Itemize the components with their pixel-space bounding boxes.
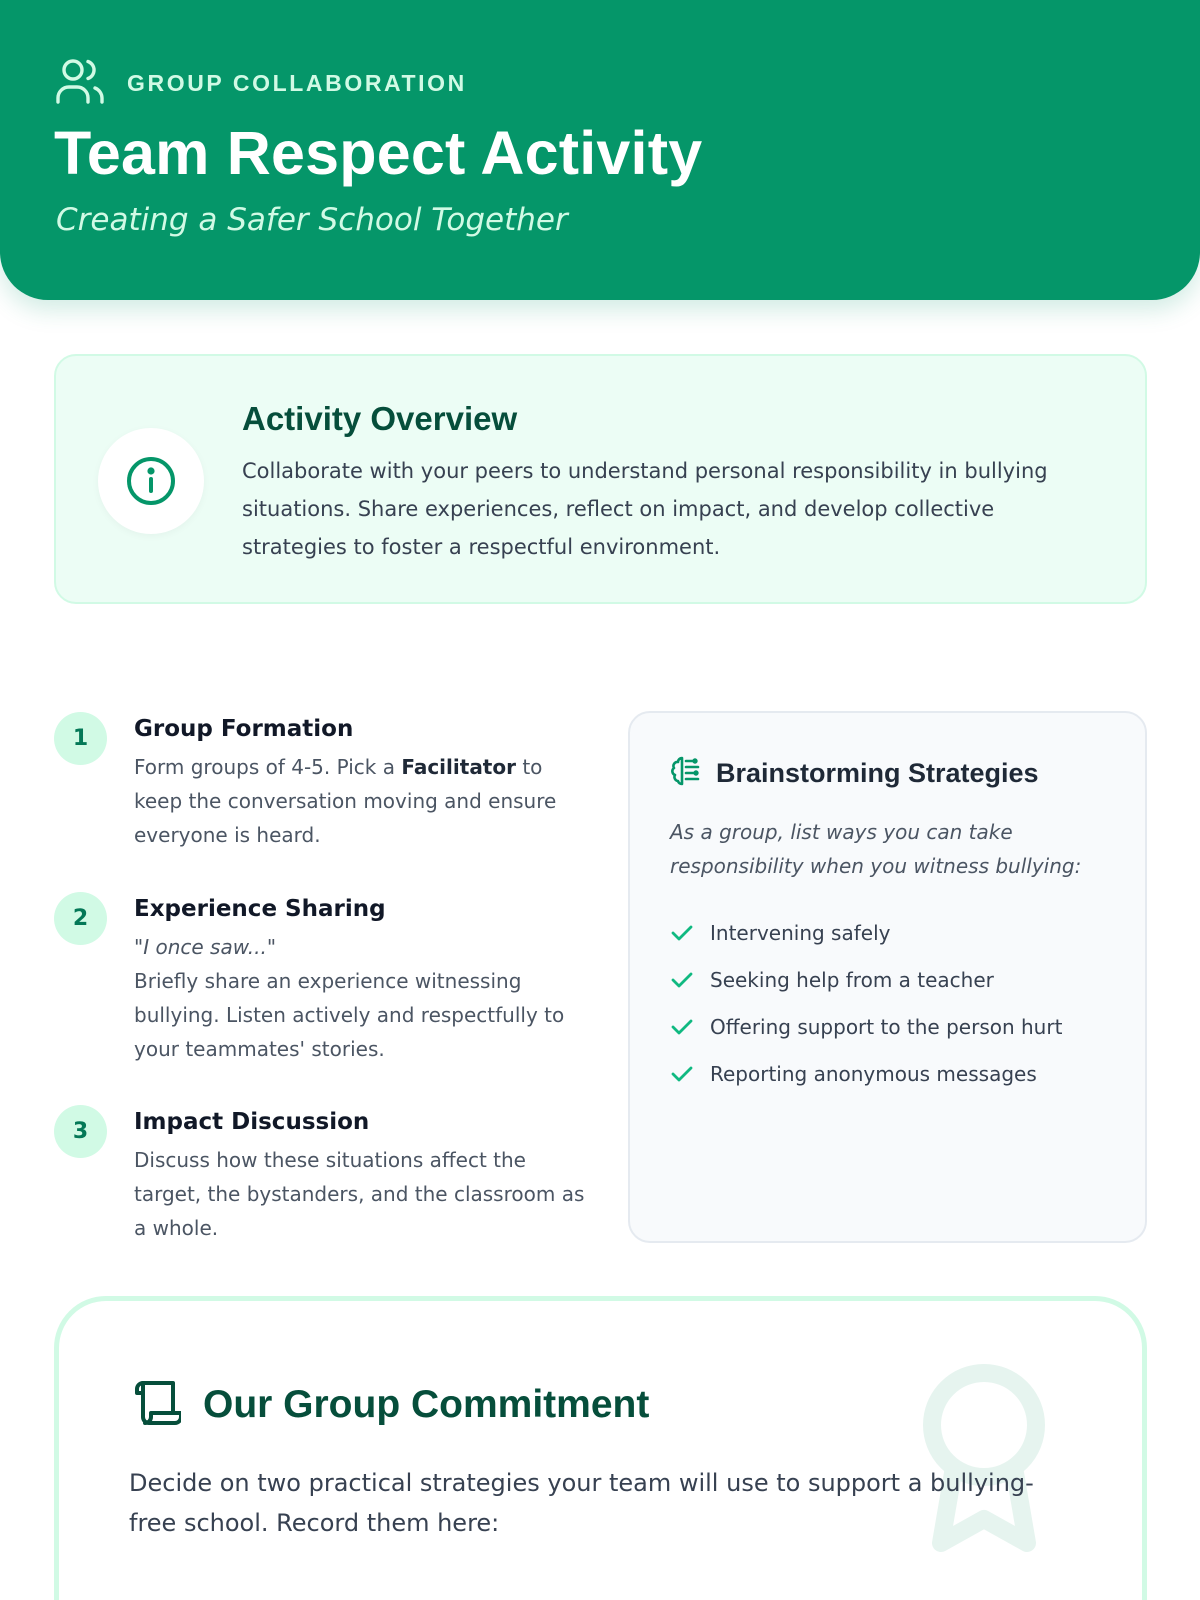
overview-text: Collaborate with your peers to understand personal responsibility in bullying situations. Share experiences, reflect on impact, and develop collective strategies to foster a respectful environment. (242, 459, 1048, 559)
step-title: Group Formation (134, 716, 354, 742)
commitment-text: Decide on two practical strategies your team will use to support a bullying-free school. Record them here: (129, 1469, 1034, 1537)
check-icon (670, 1064, 698, 1084)
step-body: Discuss how these situations affect the target, the bystanders, and the classroom as a whole. (134, 1148, 585, 1240)
step-body-text: Form groups of 4-5. Pick a (134, 755, 402, 779)
info-icon (98, 428, 204, 534)
step-number: 1 (54, 712, 107, 765)
strategy-list (670, 909, 1062, 1097)
step-body-text: Briefly share an experience witnessing bullying. Listen actively and respectfully to your teammates' stories. (134, 969, 565, 1061)
step-body (134, 750, 594, 852)
list-item-label: Offering support to the person hurt (710, 1014, 1063, 1039)
check-icon (670, 1017, 698, 1037)
activity-overview-card (54, 354, 1147, 604)
commitment-title: Our Group Commitment (203, 1383, 650, 1426)
header-banner (0, 0, 1200, 300)
brainstorming-card (628, 711, 1147, 1243)
check-icon (670, 923, 698, 943)
list-item-label: Seeking help from a teacher (710, 967, 994, 992)
page-title: Team Respect Activity (54, 119, 703, 187)
header-kicker (55, 58, 467, 108)
brainstorming-header (670, 755, 1039, 791)
brainstorming-intro: As a group, list ways you can take responsibility when you witness bullying: (670, 820, 1082, 878)
step-body (134, 930, 594, 1066)
step-title: Impact Discussion (134, 1109, 370, 1135)
facilitator-term: Facilitator (401, 755, 516, 779)
step-number: 3 (54, 1105, 107, 1158)
list-item-label: Intervening safely (710, 920, 891, 945)
brainstorming-title: Brainstorming Strategies (716, 757, 1039, 788)
list-item (670, 956, 1062, 1003)
overview-title: Activity Overview (242, 400, 518, 437)
commitment-header (129, 1379, 649, 1431)
page-subtitle: Creating a Safer School Together (56, 202, 568, 238)
header-kicker-text: GROUP COLLABORATION (127, 69, 467, 96)
list-item (670, 1003, 1062, 1050)
check-icon (670, 970, 698, 990)
users-icon (55, 58, 105, 108)
scroll-icon (129, 1379, 181, 1431)
step-number: 2 (54, 892, 107, 945)
brain-icon (670, 755, 702, 791)
list-item (670, 909, 1062, 956)
list-item (670, 1050, 1062, 1097)
step-title: Experience Sharing (134, 896, 386, 922)
list-item-label: Reporting anonymous messages (710, 1061, 1037, 1086)
group-commitment-card (54, 1296, 1147, 1600)
step-quote: "I once saw..." (134, 935, 277, 959)
step-body-text: to keep the conversation moving and ensure everyone is heard. (134, 755, 557, 847)
